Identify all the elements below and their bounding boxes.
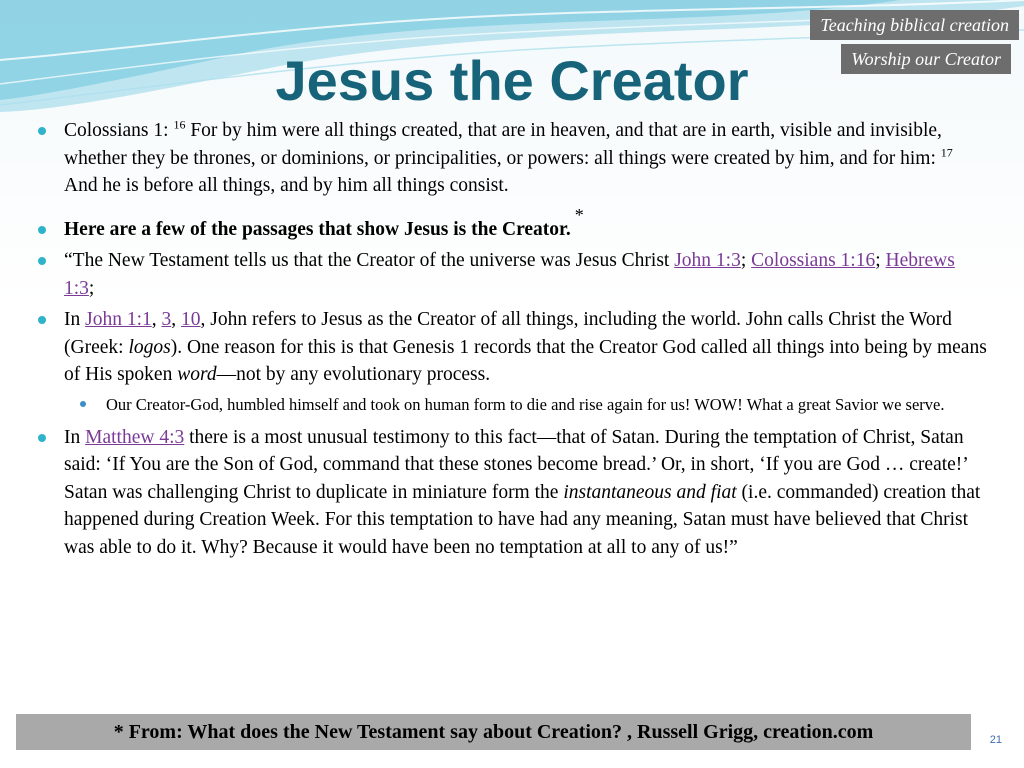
link-john-1-3-short[interactable]: 3	[161, 309, 172, 330]
bullet-dot-icon	[38, 316, 46, 324]
link-john-1-3[interactable]: John 1:3	[674, 250, 741, 271]
bullet-john: In John 1:1, 3, 10, John refers to Jesus as the Creator of all things, including the world. John calls Christ the Word (Greek: logos). One reason for this is that Genesis 1 records that the Creator God called all things into being by means of His spoken word—not by any evolutionary process.	[38, 306, 988, 389]
tag-worship-our-creator: Worship our Creator	[841, 44, 1011, 74]
slide-content	[38, 117, 988, 565]
link-hebrews-1-3[interactable]: Hebrews 1:3	[64, 250, 955, 299]
bullet-dot-icon	[38, 434, 46, 442]
link-john-1-1[interactable]: John 1:1	[85, 309, 152, 330]
bullet-matthew: In Matthew 4:3 there is a most unusual testimony to this fact—that of Satan. During the temptation of Christ, Satan said: ‘If You are the Son of God, command that these stones become bread.’ Or, in short, ‘If you are God … create!’ Satan was challenging Christ to duplicate in miniature form the instantaneous and fiat (i.e. commanded) creation that happened during Creation Week. For this temptation to have had any meaning, Satan must have believed that Christ was able to do it. Why? Because it would have been no temptation at all to any of us!”	[38, 424, 988, 562]
link-matthew-4-3[interactable]: Matthew 4:3	[85, 426, 185, 448]
bullet-dot-icon	[38, 226, 46, 234]
page-number: 21	[989, 734, 1002, 746]
bullet-new-testament: “The New Testament tells us that the Creator of the universe was Jesus Christ John 1:3; Colossians 1:16; Hebrews 1:3;	[38, 247, 988, 302]
bullet-dot-icon	[38, 127, 46, 135]
slide-title: Jesus the Creator	[275, 49, 749, 112]
bullet-colossians: Colossians 1: $^{16}$ For by him were all things created, that are in heaven, and that are in earth, visible and invisible, whether they be thrones, or dominions, or principalities, or powers: all things were created by him, and for him: $^{17}$ And he is before all things, and by him all things consist.	[38, 117, 988, 200]
sub-bullet-dot-icon	[80, 401, 86, 407]
link-colossians-1-16[interactable]: Colossians 1:16	[751, 250, 876, 271]
bullet-dot-icon	[38, 257, 46, 265]
link-john-1-10[interactable]: 10	[181, 309, 201, 330]
source-footnote: * From: What does the New Testament say about Creation? , Russell Grigg, creation.com	[16, 714, 971, 750]
sub-bullet-savior: Our Creator-God, humbled himself and took on human form to die and rise again for us! WOW! What a great Savior we serve.	[80, 393, 988, 416]
tag-teaching-biblical-creation: Teaching biblical creation	[810, 10, 1019, 40]
bullet-passages-intro: Here are a few of the passages that show Jesus is the Creator.*	[38, 216, 988, 244]
footnote-marker: *	[574, 204, 584, 225]
